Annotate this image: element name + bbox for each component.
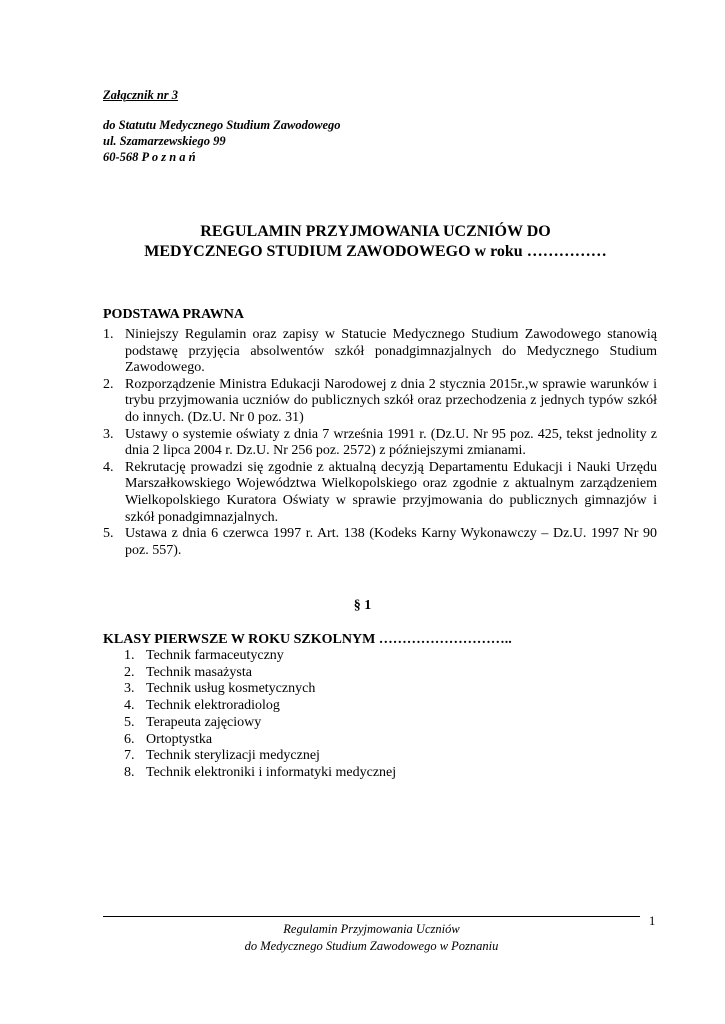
footer-line-1: Regulamin Przyjmowania Uczniów xyxy=(283,922,460,936)
classes-heading: KLASY PIERWSZE W ROKU SZKOLNYM ……………………….. xyxy=(103,632,512,647)
footer-divider xyxy=(103,916,640,917)
class-name: Technik elektroniki i informatyki medycznej xyxy=(146,764,397,780)
item-number: 2. xyxy=(103,376,114,392)
footer-text xyxy=(103,921,640,955)
title-line-2: MEDYCZNEGO STUDIUM ZAWODOWEGO w roku …………… xyxy=(144,243,607,260)
class-item xyxy=(124,665,396,682)
legal-basis-item xyxy=(103,526,657,559)
class-item xyxy=(124,715,396,732)
legal-basis-heading: PODSTAWA PRAWNA xyxy=(103,307,244,322)
class-number: 4. xyxy=(124,698,135,714)
classes-list xyxy=(124,648,396,782)
item-number: 5. xyxy=(103,526,114,542)
footer-line-2: do Medycznego Studium Zawodowego w Poznaniu xyxy=(244,939,499,953)
class-name: Technik masażysta xyxy=(146,664,252,680)
statute-line: do Statutu Medycznego Studium Zawodowego xyxy=(103,118,341,132)
legal-basis-list xyxy=(103,327,657,559)
class-number: 3. xyxy=(124,681,135,697)
legal-basis-item xyxy=(103,427,657,460)
class-name: Technik elektroradiolog xyxy=(146,698,280,714)
class-number: 2. xyxy=(124,664,135,680)
class-number: 1. xyxy=(124,648,135,663)
document-title xyxy=(103,222,648,262)
class-number: 7. xyxy=(124,748,135,764)
class-item xyxy=(124,648,396,665)
item-text: Ustawa z dnia 6 czerwca 1997 r. Art. 138 (Kodeks Karny Wykonawczy – Dz.U. 1997 Nr 90 poz. 557). xyxy=(125,526,657,558)
attachment-label: Załącznik nr 3 xyxy=(103,88,179,102)
legal-basis-item xyxy=(103,460,657,526)
item-number: 3. xyxy=(103,426,114,442)
class-item xyxy=(124,748,396,765)
item-number: 1. xyxy=(103,327,114,342)
class-number: 6. xyxy=(124,731,135,747)
class-name: Terapeuta zajęciowy xyxy=(146,714,262,730)
class-name: Technik sterylizacji medycznej xyxy=(146,748,320,764)
item-text: Niniejszy Regulamin oraz zapisy w Statucie Medycznego Studium Zawodowego stanowią podstawę przyjęcia absolwentów szkół ponadgimnazjalnych do Medycznego Studium Zawodowego. xyxy=(125,327,657,376)
class-name: Ortoptystka xyxy=(146,731,213,747)
class-item xyxy=(124,765,396,782)
page-number: 1 xyxy=(649,914,656,928)
legal-basis-item xyxy=(103,377,657,427)
class-item xyxy=(124,681,396,698)
address-line: ul. Szamarzewskiego 99 xyxy=(103,134,226,148)
class-number: 8. xyxy=(124,764,135,780)
class-number: 5. xyxy=(124,714,135,730)
class-name: Technik usług kosmetycznych xyxy=(146,681,316,697)
item-number: 4. xyxy=(103,459,114,475)
paragraph-symbol: § 1 xyxy=(353,598,372,613)
class-name: Technik farmaceutyczny xyxy=(146,648,284,663)
city-line: 60-568 P o z n a ń xyxy=(103,150,196,164)
item-text: Rozporządzenie Ministra Edukacji Narodowej z dnia 2 stycznia 2015r.,w sprawie warunków i trybu przyjmowania uczniów do publicznych szkół oraz przechodzenia z jednych typów szkół do innych. (Dz.U. Nr 0 poz. 31) xyxy=(125,376,657,425)
class-item xyxy=(124,732,396,749)
title-line-1: REGULAMIN PRZYJMOWANIA UCZNIÓW DO xyxy=(200,223,551,240)
legal-basis-item xyxy=(103,327,657,377)
item-text: Ustawy o systemie oświaty z dnia 7 września 1991 r. (Dz.U. Nr 95 poz. 425, tekst jednolity z dnia 2 lipca 2004 r. Dz.U. Nr 256 poz. 2572) z późniejszymi zmianami. xyxy=(125,426,657,459)
item-text: Rekrutację prowadzi się zgodnie z aktualną decyzją Departamentu Edukacji i Nauki Urzędu Marszałkowskiego Województwa Wielkopolskiego oraz zgodnie z aktualnym zarządzeniem Wielkopolskiego Kuratora Oświaty w sprawie przyjmowania do publicznych gimnazjów i szkół ponadgimnazjalnych. xyxy=(125,459,657,525)
statute-reference xyxy=(103,117,341,165)
class-item xyxy=(124,698,396,715)
